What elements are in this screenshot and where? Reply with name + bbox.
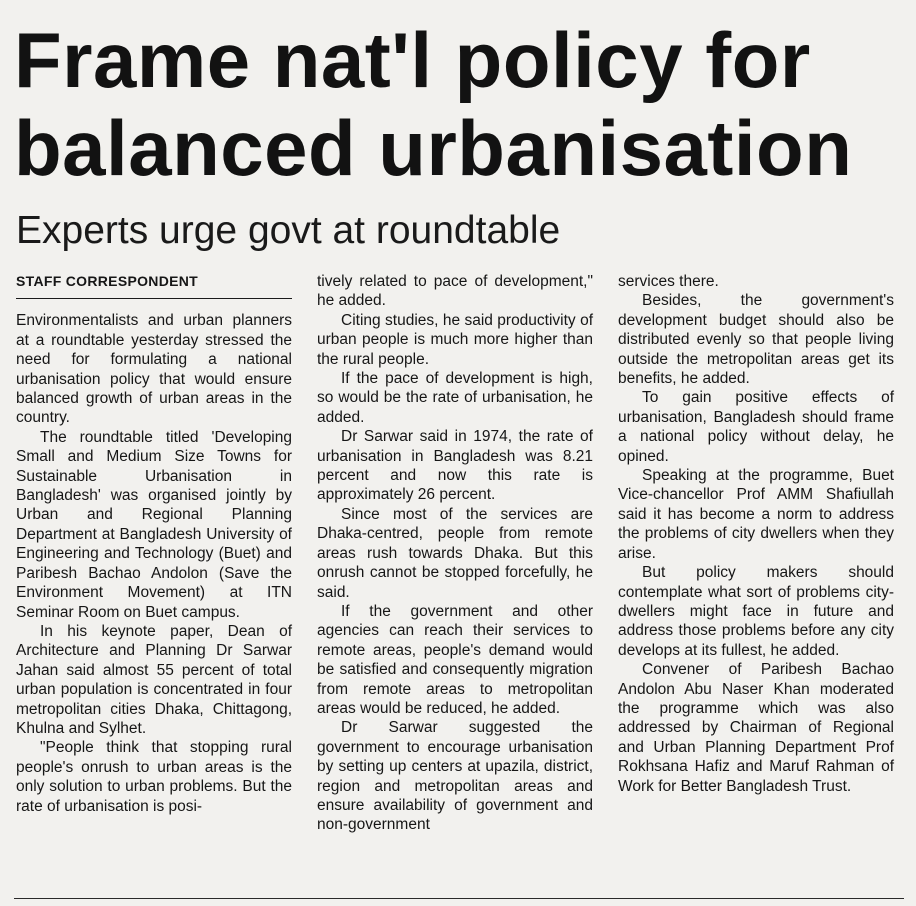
subheadline: Experts urge govt at roundtable [16, 209, 561, 252]
paragraph: If the pace of development is high, so would be the rate of urbanisation, he added. [317, 370, 593, 426]
paragraph: Environmentalists and urban planners at a roundtable yesterday stressed the need for formulating a national urbanisation policy that would ensure balanced growth of urban areas in the country. [16, 312, 292, 427]
byline: STAFF CORRESPONDENT [16, 272, 292, 299]
headline-line-1: Frame nat'l policy for [14, 16, 811, 104]
article-column-3 [618, 272, 894, 796]
paragraph: Dr Sarwar suggested the government to encourage urbanisation by setting up centers at upazila, district, region and metropolitan areas and ensure availability of government and non-government [317, 719, 593, 834]
paragraph: tively related to pace of development," he added. [317, 273, 593, 310]
paragraph: The roundtable titled 'Developing Small and Medium Size Towns for Sustainable Urbanisation in Bangladesh' was organised jointly by Urban and Regional Planning Department at Bangladesh University of Engineering and Technology (Buet) and Paribesh Bachao Andolon (Save the Environment Movement) at ITN Seminar Room on Buet campus. [16, 428, 292, 621]
paragraph: In his keynote paper, Dean of Architecture and Planning Dr Sarwar Jahan said almost 55 percent of total urban population is concentrated in four metropolitan cities Dhaka, Chittagong, Khulna and Sylhet. [16, 622, 292, 737]
paragraph: Speaking at the programme, Buet Vice-chancellor Prof AMM Shafiullah said it has become a norm to address the problems of city dwellers when they arise. [618, 467, 894, 562]
paragraph: Since most of the services are Dhaka-centred, people from remote areas rush towards Dhaka. But this onrush cannot be stopped forcefully, he said. [317, 505, 593, 601]
paragraph: To gain positive effects of urbanisation, Bangladesh should frame a national policy without delay, he opined. [618, 389, 894, 465]
paragraph: But policy makers should contemplate what sort of problems city-dwellers might face in future and address those problems before any city develops at its fullest, he added. [618, 564, 894, 659]
article-column-2 [317, 272, 593, 835]
paragraph: Besides, the government's development budget should also be distributed evenly so that people living outside the metropolitan areas get its benefits, he added. [618, 292, 894, 388]
paragraph: "People think that stopping rural people's onrush to urban areas is the only solution to urban problems. But the rate of urbanisation is posi- [16, 739, 292, 815]
paragraph: If the government and other agencies can reach their services to remote areas, people's demand would be satisfied and consequently migration from remote areas to metropolitan areas would be reduced, he added. [317, 602, 593, 717]
paragraph: services there. [618, 273, 719, 290]
bottom-rule [14, 898, 904, 899]
paragraph: Convener of Paribesh Bachao Andolon Abu Naser Khan moderated the programme which was also addressed by Chairman of Regional and Urban Planning Department Prof Rokhsana Hafiz and Maruf Rahman of Work for Better Bangladesh Trust. [618, 661, 894, 795]
paragraph: Citing studies, he said productivity of urban people is much more higher than the rural people. [317, 311, 593, 368]
paragraph: Dr Sarwar said in 1974, the rate of urbanisation in Bangladesh was 8.21 percent and now this rate is approximately 26 percent. [317, 428, 593, 504]
headline [14, 16, 904, 192]
headline-line-2: balanced urbanisation [14, 104, 853, 192]
article-column-1 [16, 272, 292, 816]
